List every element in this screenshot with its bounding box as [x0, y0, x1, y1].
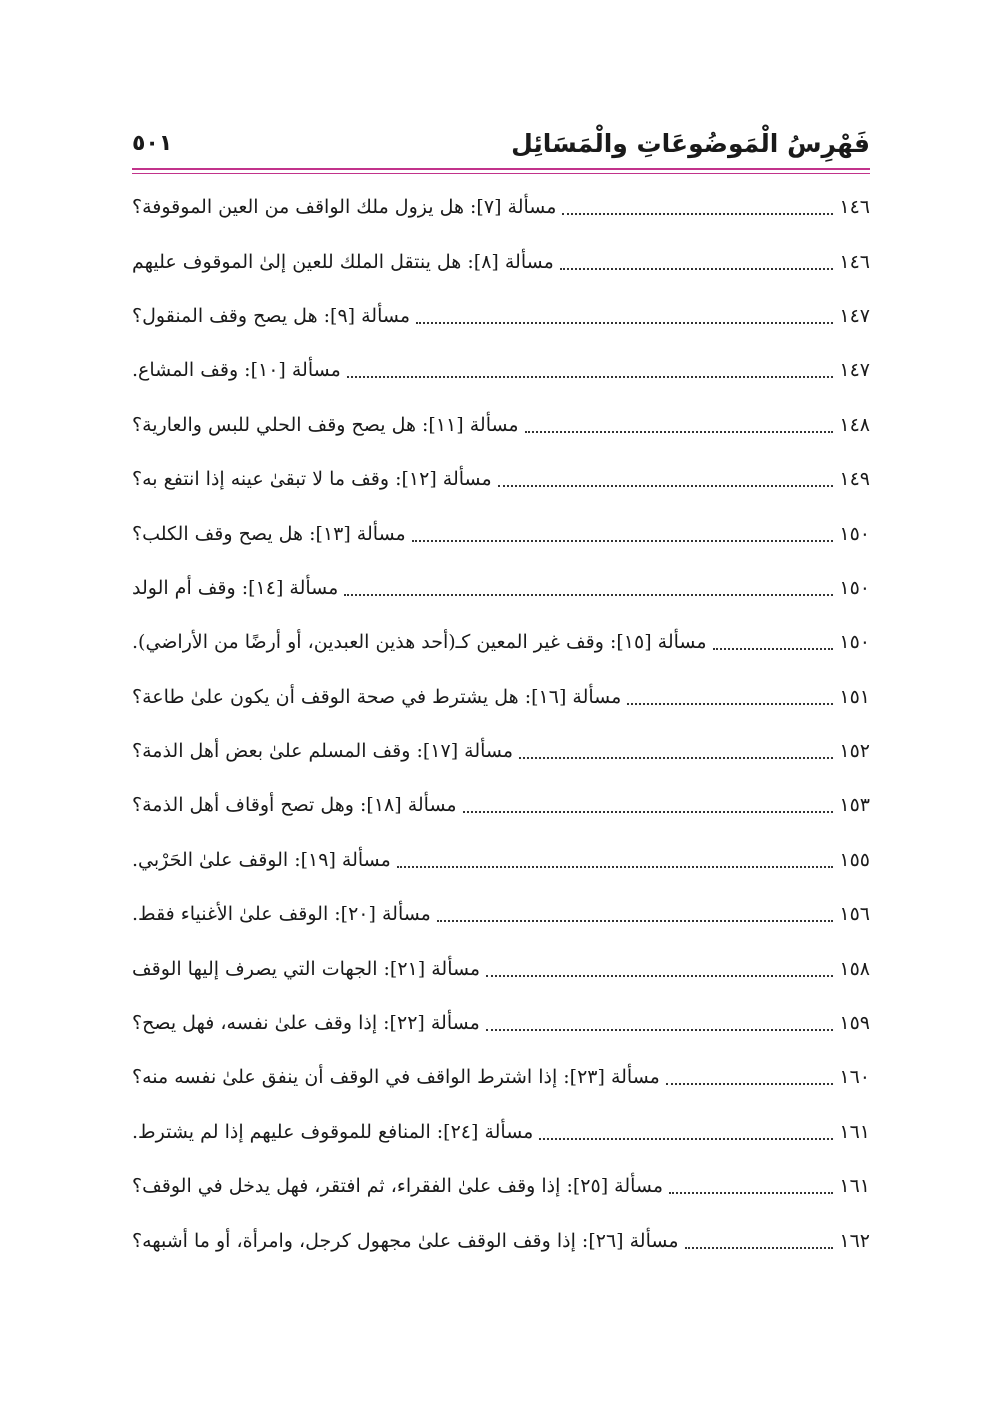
- toc-entry-page: ١٦٠: [839, 1066, 870, 1089]
- dot-leader: [685, 1247, 834, 1249]
- dot-leader: [397, 866, 834, 868]
- dot-leader: [498, 485, 834, 487]
- toc-entry[interactable]: [132, 561, 870, 615]
- dot-leader: [486, 975, 833, 977]
- header-rule-thin: [132, 173, 870, 174]
- running-title: فَهْرِسُ الْمَوضُوعَاتِ والْمَسَائِل: [511, 128, 870, 158]
- toc-entry-page: ١٦١: [839, 1175, 870, 1198]
- dot-leader: [416, 322, 833, 324]
- toc-entry[interactable]: [132, 778, 870, 832]
- toc-entry-title: مسألة [٩]: هل يصح وقف المنقول؟: [132, 304, 410, 327]
- toc-entry-title: مسألة [٢٣]: إذا اشترط الواقف في الوقف أن ينفق علىٰ نفسه منه؟: [132, 1066, 660, 1089]
- toc-entry-title: مسألة [٢٦]: إذا وقف الوقف علىٰ مجهول كرجل، وامرأة، أو ما أشبهه؟: [132, 1229, 679, 1252]
- toc-entry-page: ١٥٢: [839, 740, 870, 763]
- dot-leader: [560, 268, 834, 270]
- toc-entry[interactable]: [132, 1213, 870, 1267]
- toc-entry-title: مسألة [١٤]: وقف أم الولد: [132, 576, 339, 599]
- dot-leader: [627, 703, 833, 705]
- toc-entry[interactable]: [132, 724, 870, 778]
- dot-leader: [669, 1192, 833, 1194]
- toc-entry-page: ١٤٩: [839, 468, 870, 491]
- toc-entry-page: ١٥٣: [839, 794, 870, 817]
- toc-entry-page: ١٦١: [839, 1120, 870, 1143]
- toc-entry[interactable]: [132, 615, 870, 669]
- toc-entry[interactable]: [132, 887, 870, 941]
- toc-entry-title: مسألة [١٨]: وهل تصح أوقاف أهل الذمة؟: [132, 794, 457, 817]
- toc-entry-title: مسألة [٢١]: الجهات التي يصرف إليها الوقف: [132, 957, 481, 980]
- header-rule-thick: [132, 168, 870, 170]
- dot-leader: [525, 431, 834, 433]
- toc-entry-page: ١٥٩: [839, 1012, 870, 1035]
- toc-entry-page: ١٤٦: [839, 250, 870, 273]
- toc-entry-page: ١٤٦: [839, 196, 870, 219]
- toc-entry-page: ١٥٦: [839, 903, 870, 926]
- dot-leader: [412, 540, 834, 542]
- toc-entry-page: ١٥٥: [839, 848, 870, 871]
- toc-entry-title: مسألة [٨]: هل ينتقل الملك للعين إلىٰ الموقوف عليهم: [132, 250, 554, 273]
- toc-entry[interactable]: [132, 941, 870, 995]
- dot-leader: [347, 376, 834, 378]
- toc-entry-page: ١٤٧: [839, 359, 870, 382]
- toc-entry-title: مسألة [٧]: هل يزول ملك الواقف من العين الموقوفة؟: [132, 196, 557, 219]
- toc-entry-title: مسألة [١٢]: وقف ما لا تبقىٰ عينه إذا انتفع به؟: [132, 468, 492, 491]
- toc-entry-title: مسألة [٢٤]: المنافع للموقوف عليهم إذا لم يشترط.: [132, 1120, 534, 1143]
- toc-entry[interactable]: [132, 398, 870, 452]
- toc-entry[interactable]: [132, 234, 870, 288]
- toc-entry-page: ١٥١: [839, 685, 870, 708]
- dot-leader: [463, 811, 834, 813]
- toc-entry-page: ١٤٨: [839, 413, 870, 436]
- toc-entry[interactable]: [132, 1105, 870, 1159]
- dot-leader: [562, 213, 833, 215]
- toc-entry[interactable]: [132, 506, 870, 560]
- dot-leader: [437, 920, 834, 922]
- toc-entry-page: ١٦٢: [839, 1229, 870, 1252]
- toc-entry-title: مسألة [٢٢]: إذا وقف علىٰ نفسه، فهل يصح؟: [132, 1012, 480, 1035]
- dot-leader: [539, 1138, 833, 1140]
- dot-leader: [519, 757, 833, 759]
- toc-entry-title: مسألة [١٩]: الوقف علىٰ الحَرْبي.: [132, 848, 391, 871]
- toc-entry-title: مسألة [٢٥]: إذا وقف علىٰ الفقراء، ثم افتقر، فهل يدخل في الوقف؟: [132, 1175, 664, 1198]
- toc-entry-page: ١٥٠: [839, 576, 870, 599]
- toc-entry[interactable]: [132, 452, 870, 506]
- toc-entry-page: ١٥٠: [839, 522, 870, 545]
- toc-entry-title: مسألة [١١]: هل يصح وقف الحلي للبس والعارية؟: [132, 413, 519, 436]
- dot-leader: [713, 648, 834, 650]
- dot-leader: [344, 594, 833, 596]
- toc-entry-title: مسألة [١٠]: وقف المشاع.: [132, 359, 341, 382]
- toc-entry-title: مسألة [١٣]: هل يصح وقف الكلب؟: [132, 522, 406, 545]
- toc-entry[interactable]: [132, 289, 870, 343]
- toc-entry-title: مسألة [١٧]: وقف المسلم علىٰ بعض أهل الذمة؟: [132, 740, 514, 763]
- toc-entry[interactable]: [132, 343, 870, 397]
- table-of-contents: [132, 180, 870, 1268]
- toc-entry[interactable]: [132, 996, 870, 1050]
- dot-leader: [666, 1083, 834, 1085]
- toc-entry-title: مسألة [١٦]: هل يشترط في صحة الوقف أن يكون علىٰ طاعة؟: [132, 685, 622, 708]
- dot-leader: [486, 1029, 834, 1031]
- toc-entry[interactable]: [132, 833, 870, 887]
- toc-entry[interactable]: [132, 1050, 870, 1104]
- page-header: [132, 118, 870, 168]
- toc-entry-title: مسألة [٢٠]: الوقف علىٰ الأغنياء فقط.: [132, 903, 431, 926]
- toc-entry-page: ١٥٨: [839, 957, 870, 980]
- toc-entry-title: مسألة [١٥]: وقف غير المعين كـ(أحد هذين العبدين، أو أرضًا من الأراضي).: [132, 631, 707, 654]
- toc-entry-page: ١٥٠: [839, 631, 870, 654]
- toc-entry[interactable]: [132, 180, 870, 234]
- toc-entry[interactable]: [132, 1159, 870, 1213]
- page-number: ٥٠١: [132, 130, 173, 156]
- toc-entry-page: ١٤٧: [839, 304, 870, 327]
- toc-entry[interactable]: [132, 670, 870, 724]
